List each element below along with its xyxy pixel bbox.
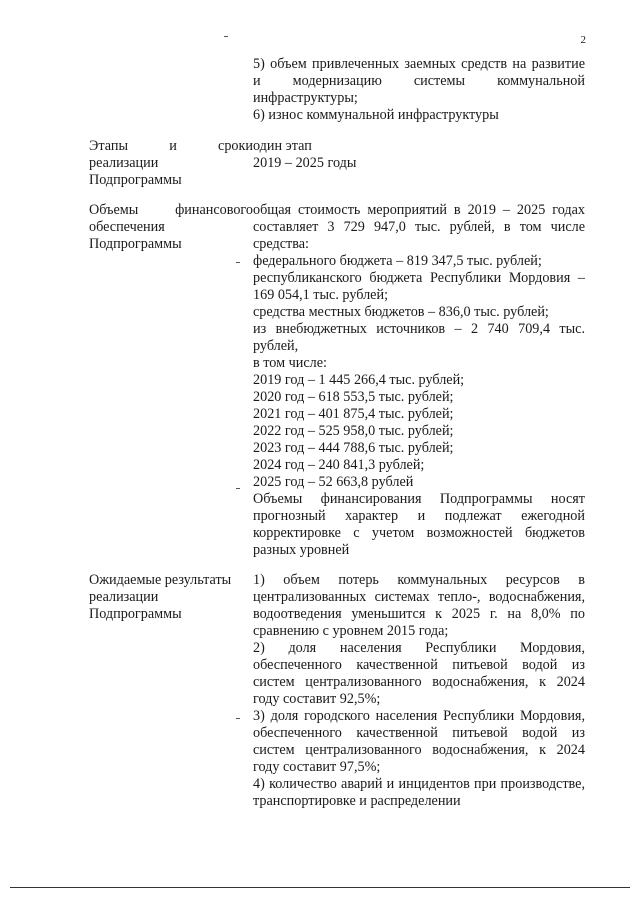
label-cell	[89, 56, 253, 124]
funding-2020: 2020 год – 618 553,5 тыс. рублей;	[253, 389, 454, 405]
funding-local: средства местных бюджетов – 836,0 тыс. рублей;	[253, 304, 549, 320]
value-cell	[253, 138, 585, 189]
label-line: Объемы финансового	[89, 202, 253, 218]
passport-table	[89, 56, 585, 823]
label-line: Подпрограммы	[89, 606, 182, 622]
label-line: Подпрограммы	[89, 172, 182, 188]
scan-mark	[236, 488, 240, 489]
indicator-5: 5) объем привлеченных заемных средств на развитие и модернизацию системы коммунальной инфраструктуры;	[253, 56, 585, 106]
stage-years: 2019 – 2025 годы	[253, 155, 357, 171]
result-4: 4) количество аварий и инцидентов при производстве, транспортировке и распределении	[253, 776, 585, 809]
row-expected-results	[89, 572, 585, 810]
page-number: 2	[580, 34, 586, 46]
label-line: реализации	[89, 155, 159, 171]
indicator-6: 6) износ коммунальной инфраструктуры	[253, 107, 499, 123]
row-funding	[89, 202, 585, 559]
value-cell	[253, 572, 585, 810]
label-line: реализации	[89, 589, 159, 605]
stage-count: один этап	[253, 138, 312, 154]
funding-2019: 2019 год – 1 445 266,4 тыс. рублей;	[253, 372, 465, 388]
value-cell	[253, 202, 585, 559]
funding-2024: 2024 год – 240 841,3 рублей;	[253, 457, 425, 473]
result-2: 2) доля населения Республики Мордовия, обеспеченного качественной питьевой водой из систем централизованного водоснабжения, к 2024 году составит 92,5%;	[253, 640, 585, 707]
funding-2023: 2023 год – 444 788,6 тыс. рублей;	[253, 440, 454, 456]
funding-note: Объемы финансирования Подпрограммы носят прогнозный характер и подлежат ежегодной корректировке с учетом возможностей бюджетов разных уровней	[253, 491, 585, 558]
result-3: 3) доля городского населения Республики Мордовия, обеспеченного качественной питьевой водой из систем централизованного водоснабжения, к 2024 году составит 97,5%;	[253, 708, 585, 775]
label-line: Ожидаемые результаты	[89, 572, 232, 588]
bottom-rule	[10, 887, 630, 888]
label-cell	[89, 202, 253, 559]
funding-2021: 2021 год – 401 875,4 тыс. рублей;	[253, 406, 454, 422]
funding-by-year-heading: в том числе:	[253, 355, 327, 371]
funding-2022: 2022 год – 525 958,0 тыс. рублей;	[253, 423, 454, 439]
row-indicators-continued	[89, 56, 585, 124]
label-line: обеспечения	[89, 219, 165, 235]
label-cell	[89, 138, 253, 189]
funding-total: общая стоимость мероприятий в 2019 – 2025 годах составляет 3 729 947,0 тыс. рублей, в том числе средства:	[253, 202, 585, 252]
scan-mark	[236, 718, 240, 719]
funding-republic: республиканского бюджета Республики Мордовия – 169 054,1 тыс. рублей;	[253, 270, 585, 303]
scan-mark	[224, 36, 228, 37]
result-1: 1) объем потерь коммунальных ресурсов в централизованных системах тепло-, водоснабжения, водоотведения уменьшится к 2025 г. на 8,0% по сравнению с уровнем 2015 года;	[253, 572, 585, 639]
funding-2025: 2025 год – 52 663,8 рублей	[253, 474, 414, 490]
label-line: Подпрограммы	[89, 236, 182, 252]
row-stages	[89, 138, 585, 189]
label-cell	[89, 572, 253, 810]
funding-federal: федерального бюджета – 819 347,5 тыс. рублей;	[253, 253, 542, 269]
funding-extrabudgetary: из внебюджетных источников – 2 740 709,4 тыс. рублей,	[253, 321, 585, 354]
label-line: Этапы и сроки	[89, 138, 253, 154]
value-cell	[253, 56, 585, 124]
scan-mark	[236, 262, 240, 263]
